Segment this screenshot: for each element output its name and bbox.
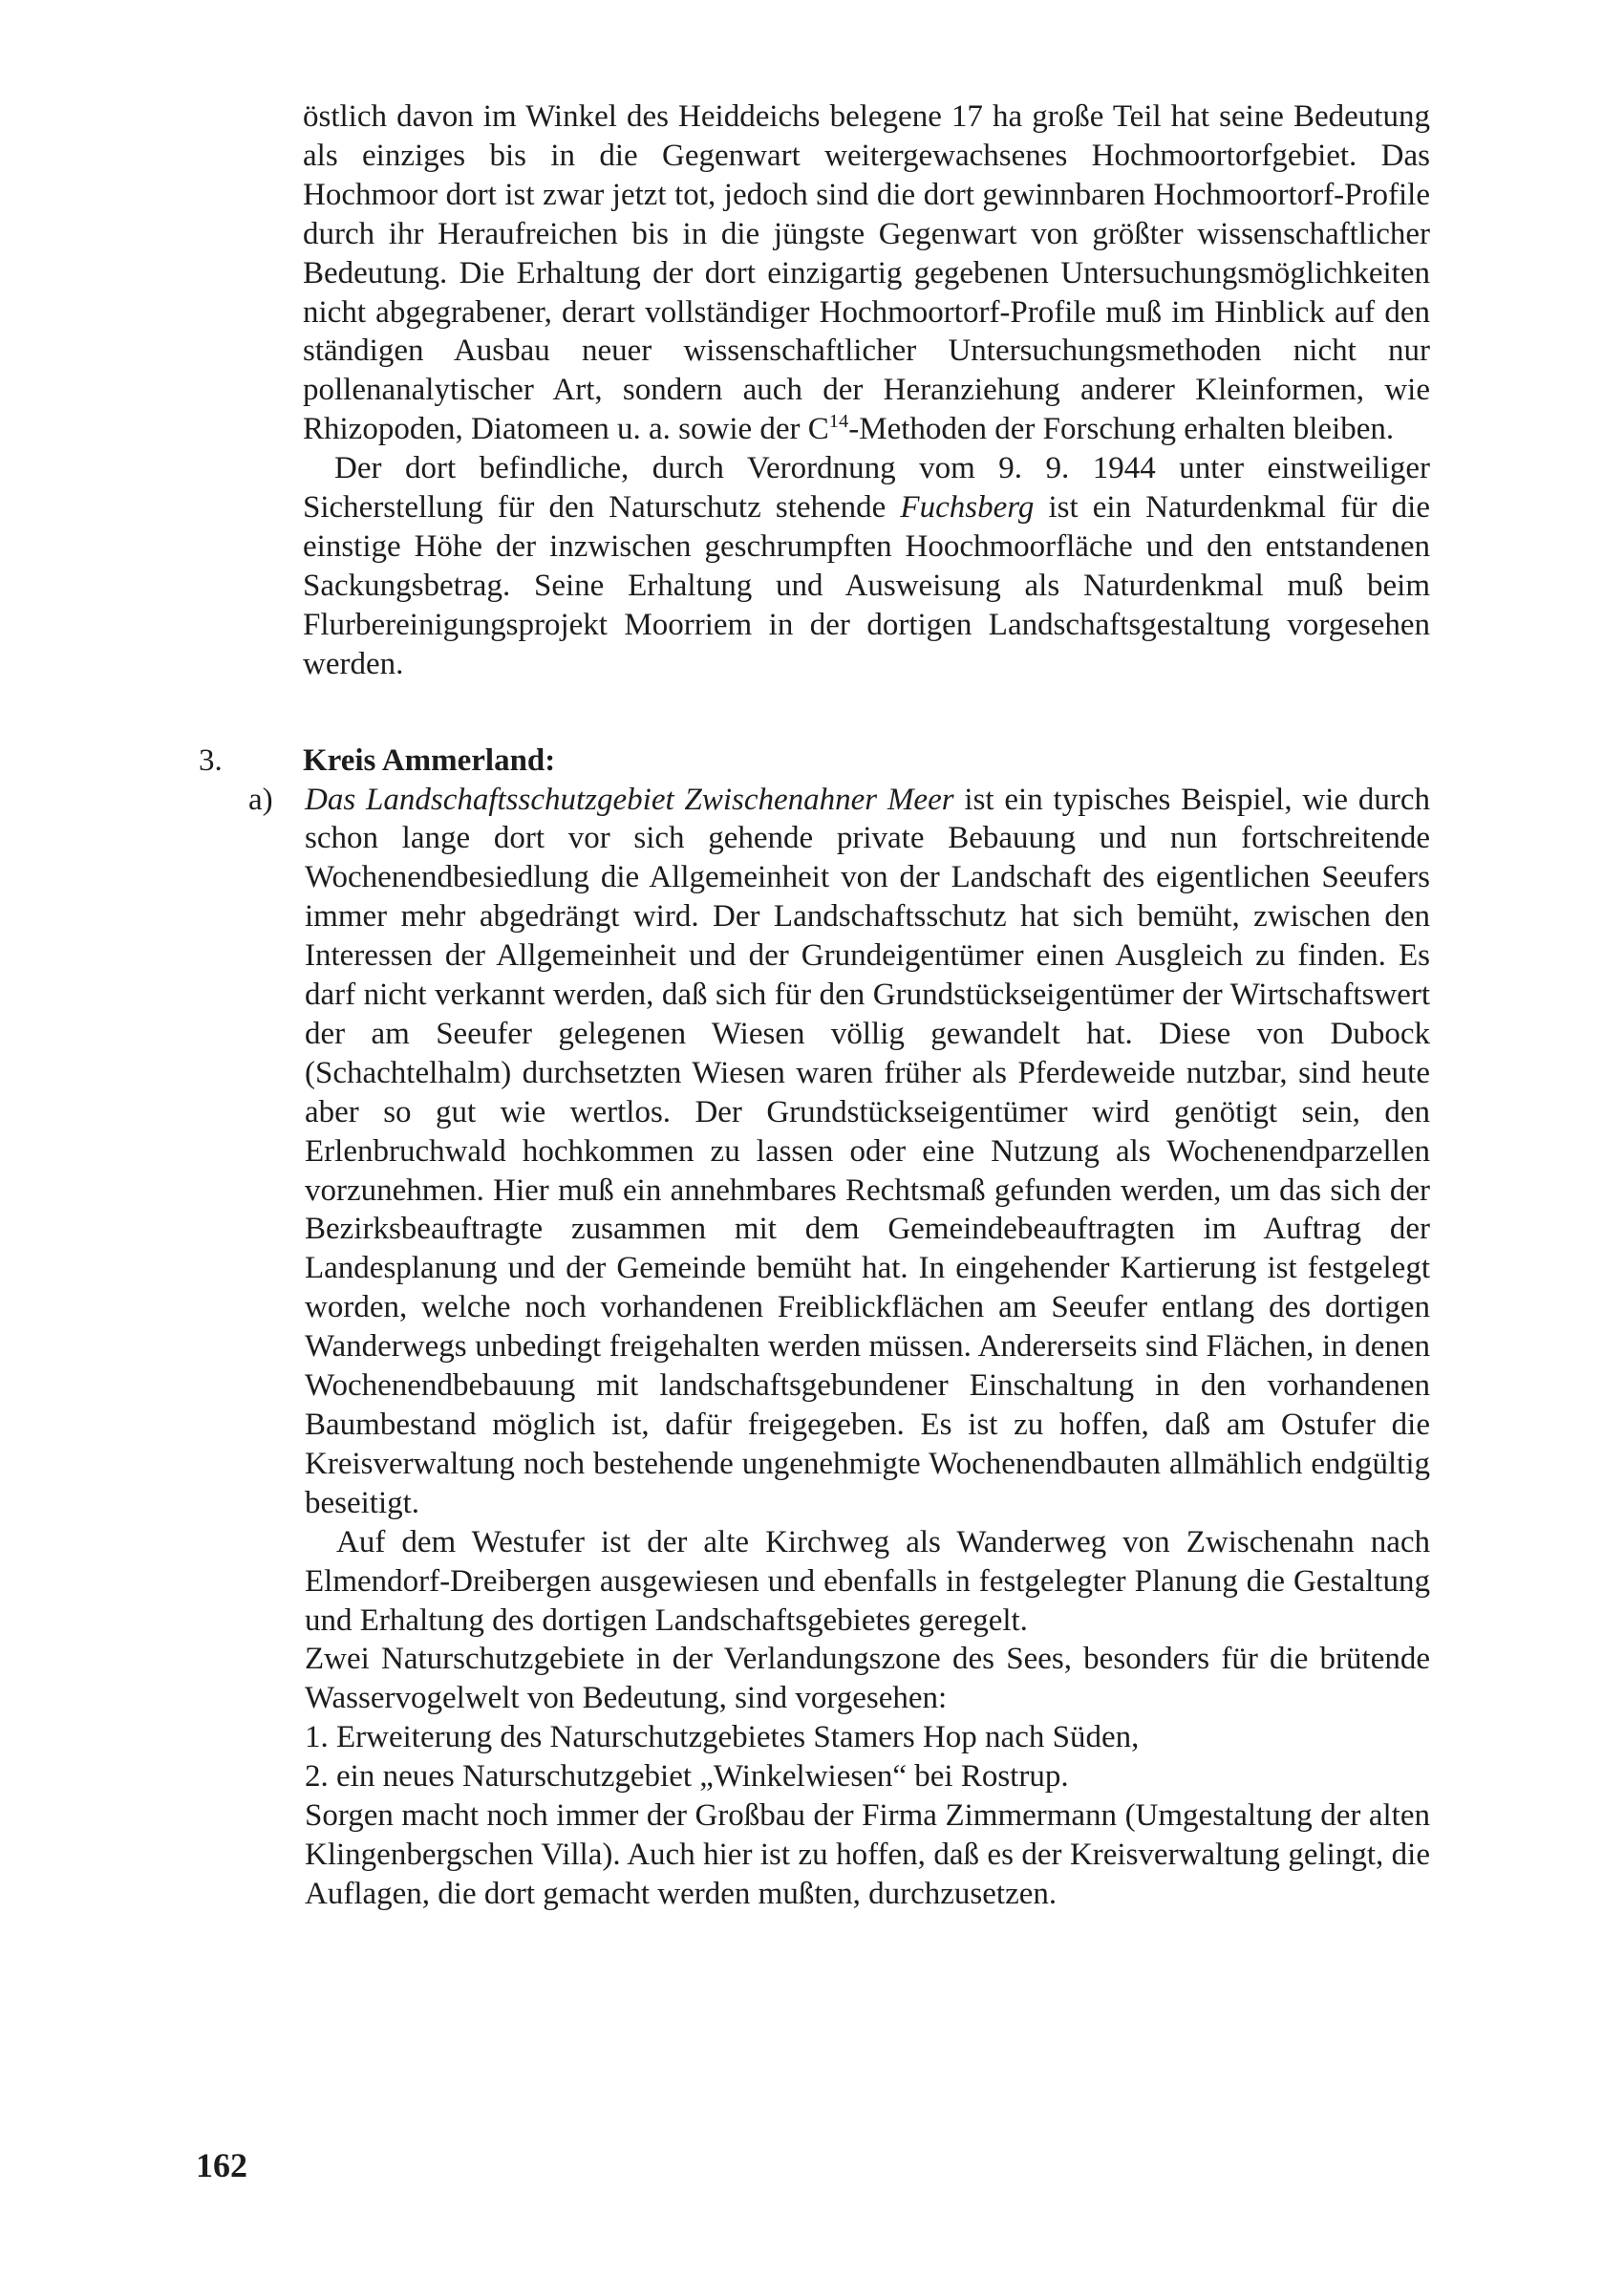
c14-superscript: 14: [828, 411, 849, 433]
paragraph-fuchsberg-text-end: ist ein Naturdenkmal für die einstige Höhe der inzwischen geschrumpften Hoochmoorfläche und den entstandenen Sackungsbetrag. Seine Erhaltung und Ausweisung als Naturdenkmal muß beim Flurbereinigungsprojekt Moorriem in der dortigen Landschaftsgestaltung vorgesehen werden.: [303, 490, 1430, 681]
section-number: 3.: [199, 742, 223, 778]
paragraph-fuchsberg: [303, 449, 1430, 683]
paragraph-zwischenahner-meer: [305, 781, 1430, 1523]
paragraph-zimmermann-text: Sorgen macht noch immer der Großbau der Firma Zimmermann (Umgestaltung der alten Klingenbergschen Villa). Auch hier ist zu hoffen, daß es der Kreisverwaltung gelingt, die Auflagen, die dort gemacht werden mußten, durchzusetzen.: [305, 1798, 1430, 1911]
paragraph-zimmermann: [305, 1796, 1430, 1914]
body-text: [199, 97, 1431, 1914]
paragraph-westufer-text: Auf dem Westufer ist der alte Kirchweg als Wanderweg von Zwischenahn nach Elmendorf-Dreibergen ausgewiesen und ebenfalls in festgelegter Planung die Gestaltung und Erhaltung des dortigen Landschaftsgebietes geregelt.: [305, 1524, 1430, 1638]
section-heading: [199, 742, 1430, 781]
list-item: 2. ein neues Naturschutzgebiet „Winkelwiesen“ bei Rostrup.: [305, 1759, 1069, 1795]
paragraph-naturschutzgebiete-text: Zwei Naturschutzgebiete in der Verlandungszone des Sees, besonders für die brütende Wasservogelwelt von Bedeutung, sind vorgesehen:: [305, 1642, 1430, 1716]
landscape-area-name: Das Landschaftsschutzgebiet Zwischenahner Meer: [305, 782, 954, 817]
paragraph-westufer: [305, 1523, 1430, 1641]
paragraph-hochmoor: [303, 97, 1430, 449]
fuchsberg-name: Fuchsberg: [900, 490, 1035, 526]
section-title: Kreis Ammerland:: [303, 742, 556, 778]
subsection-marker: a): [248, 782, 273, 817]
section-spacer: [303, 684, 1430, 742]
paragraph-naturschutzgebiete: [305, 1640, 1430, 1718]
list-item: 1. Erweiterung des Naturschutzgebietes Stamers Hop nach Süden,: [305, 1720, 1140, 1755]
paragraph-hochmoor-text-end: -Methoden der Forschung erhalten bleiben.: [848, 412, 1395, 447]
page-number: 162: [196, 2146, 247, 2184]
paragraph-hochmoor-text: östlich davon im Winkel des Heiddeichs belegene 17 ha große Teil hat seine Bedeutung als einziges bis in die Gegenwart weitergewachsenes Hochmoortorfgebiet. Das Hochmoor dort ist zwar jetzt tot, jedoch sind die dort gewinnbaren Hochmoortorf-Profile durch ihr Heraufreichen bis in die jüngste Gegenwart von größter wissenschaftlicher Bedeutung. Die Erhaltung der dort einzigartig gegebenen Untersuchungsmöglichkeiten nicht abgegrabener, derart vollständiger Hochmoortorf-Profile muß im Hinblick auf den ständigen Ausbau neuer wissenschaftlicher Untersuchungsmethoden nicht nur pollenanalytischer Art, sondern auch der Heranziehung anderer Kleinformen, wie Rhizopoden, Diatomeen u. a. sowie der C: [303, 99, 1430, 447]
paragraph-fuchsberg-text-start: Der dort befindliche, durch Verordnung vom 9. 9. 1944 unter einstweiliger Sicherstellung für den Naturschutz stehende: [303, 451, 1430, 526]
paragraph-zwischenahner-meer-text: ist ein typisches Beispiel, wie durch schon lange dort vor sich gehende private Bebauung und nun fortschreitende Wochenendbesiedlung die Allgemeinheit von der Landschaft des eigentlichen Seeufers immer mehr abgedrängt wird. Der Landschaftsschutz hat sich bemüht, zwischen den Interessen der Allgemeinheit und der Grundeigentümer einen Ausgleich zu finden. Es darf nicht verkannt werden, daß sich für den Grundstückseigentümer der Wirtschaftswert der am Seeufer gelegenen Wiesen völlig gewandelt hat. Diese von Dubock (Schachtelhalm) durchsetzten Wiesen waren früher als Pferdeweide nutzbar, sind heute aber so gut wie wertlos. Der Grundstückseigentümer wird genötigt sein, den Erlenbruchwald hochkommen zu lassen oder eine Nutzung als Wochenendparzellen vorzunehmen. Hier muß ein annehmbares Rechtsmaß gefunden werden, um das sich der Bezirksbeauftragte zusammen mit dem Gemeindebeauftragten im Auftrag der Landesplanung und der Gemeinde bemüht hat. In eingehender Kartierung ist festgelegt worden, welche noch vorhandenen Freiblickflächen am Seeufer entlang des dortigen Wanderwegs unbedingt freigehalten werden müssen. Andererseits sind Flächen, in denen Wochenendbebauung mit landschaftsgebundener Einschaltung in den vorhandenen Baumbestand möglich ist, dafür freigegeben. Es ist zu hoffen, daß am Ostufer die Kreisverwaltung noch bestehende ungenehmigte Wochenendbauten allmählich endgültig beseitigt.: [305, 782, 1431, 1520]
subsection-a: [248, 781, 1431, 1914]
